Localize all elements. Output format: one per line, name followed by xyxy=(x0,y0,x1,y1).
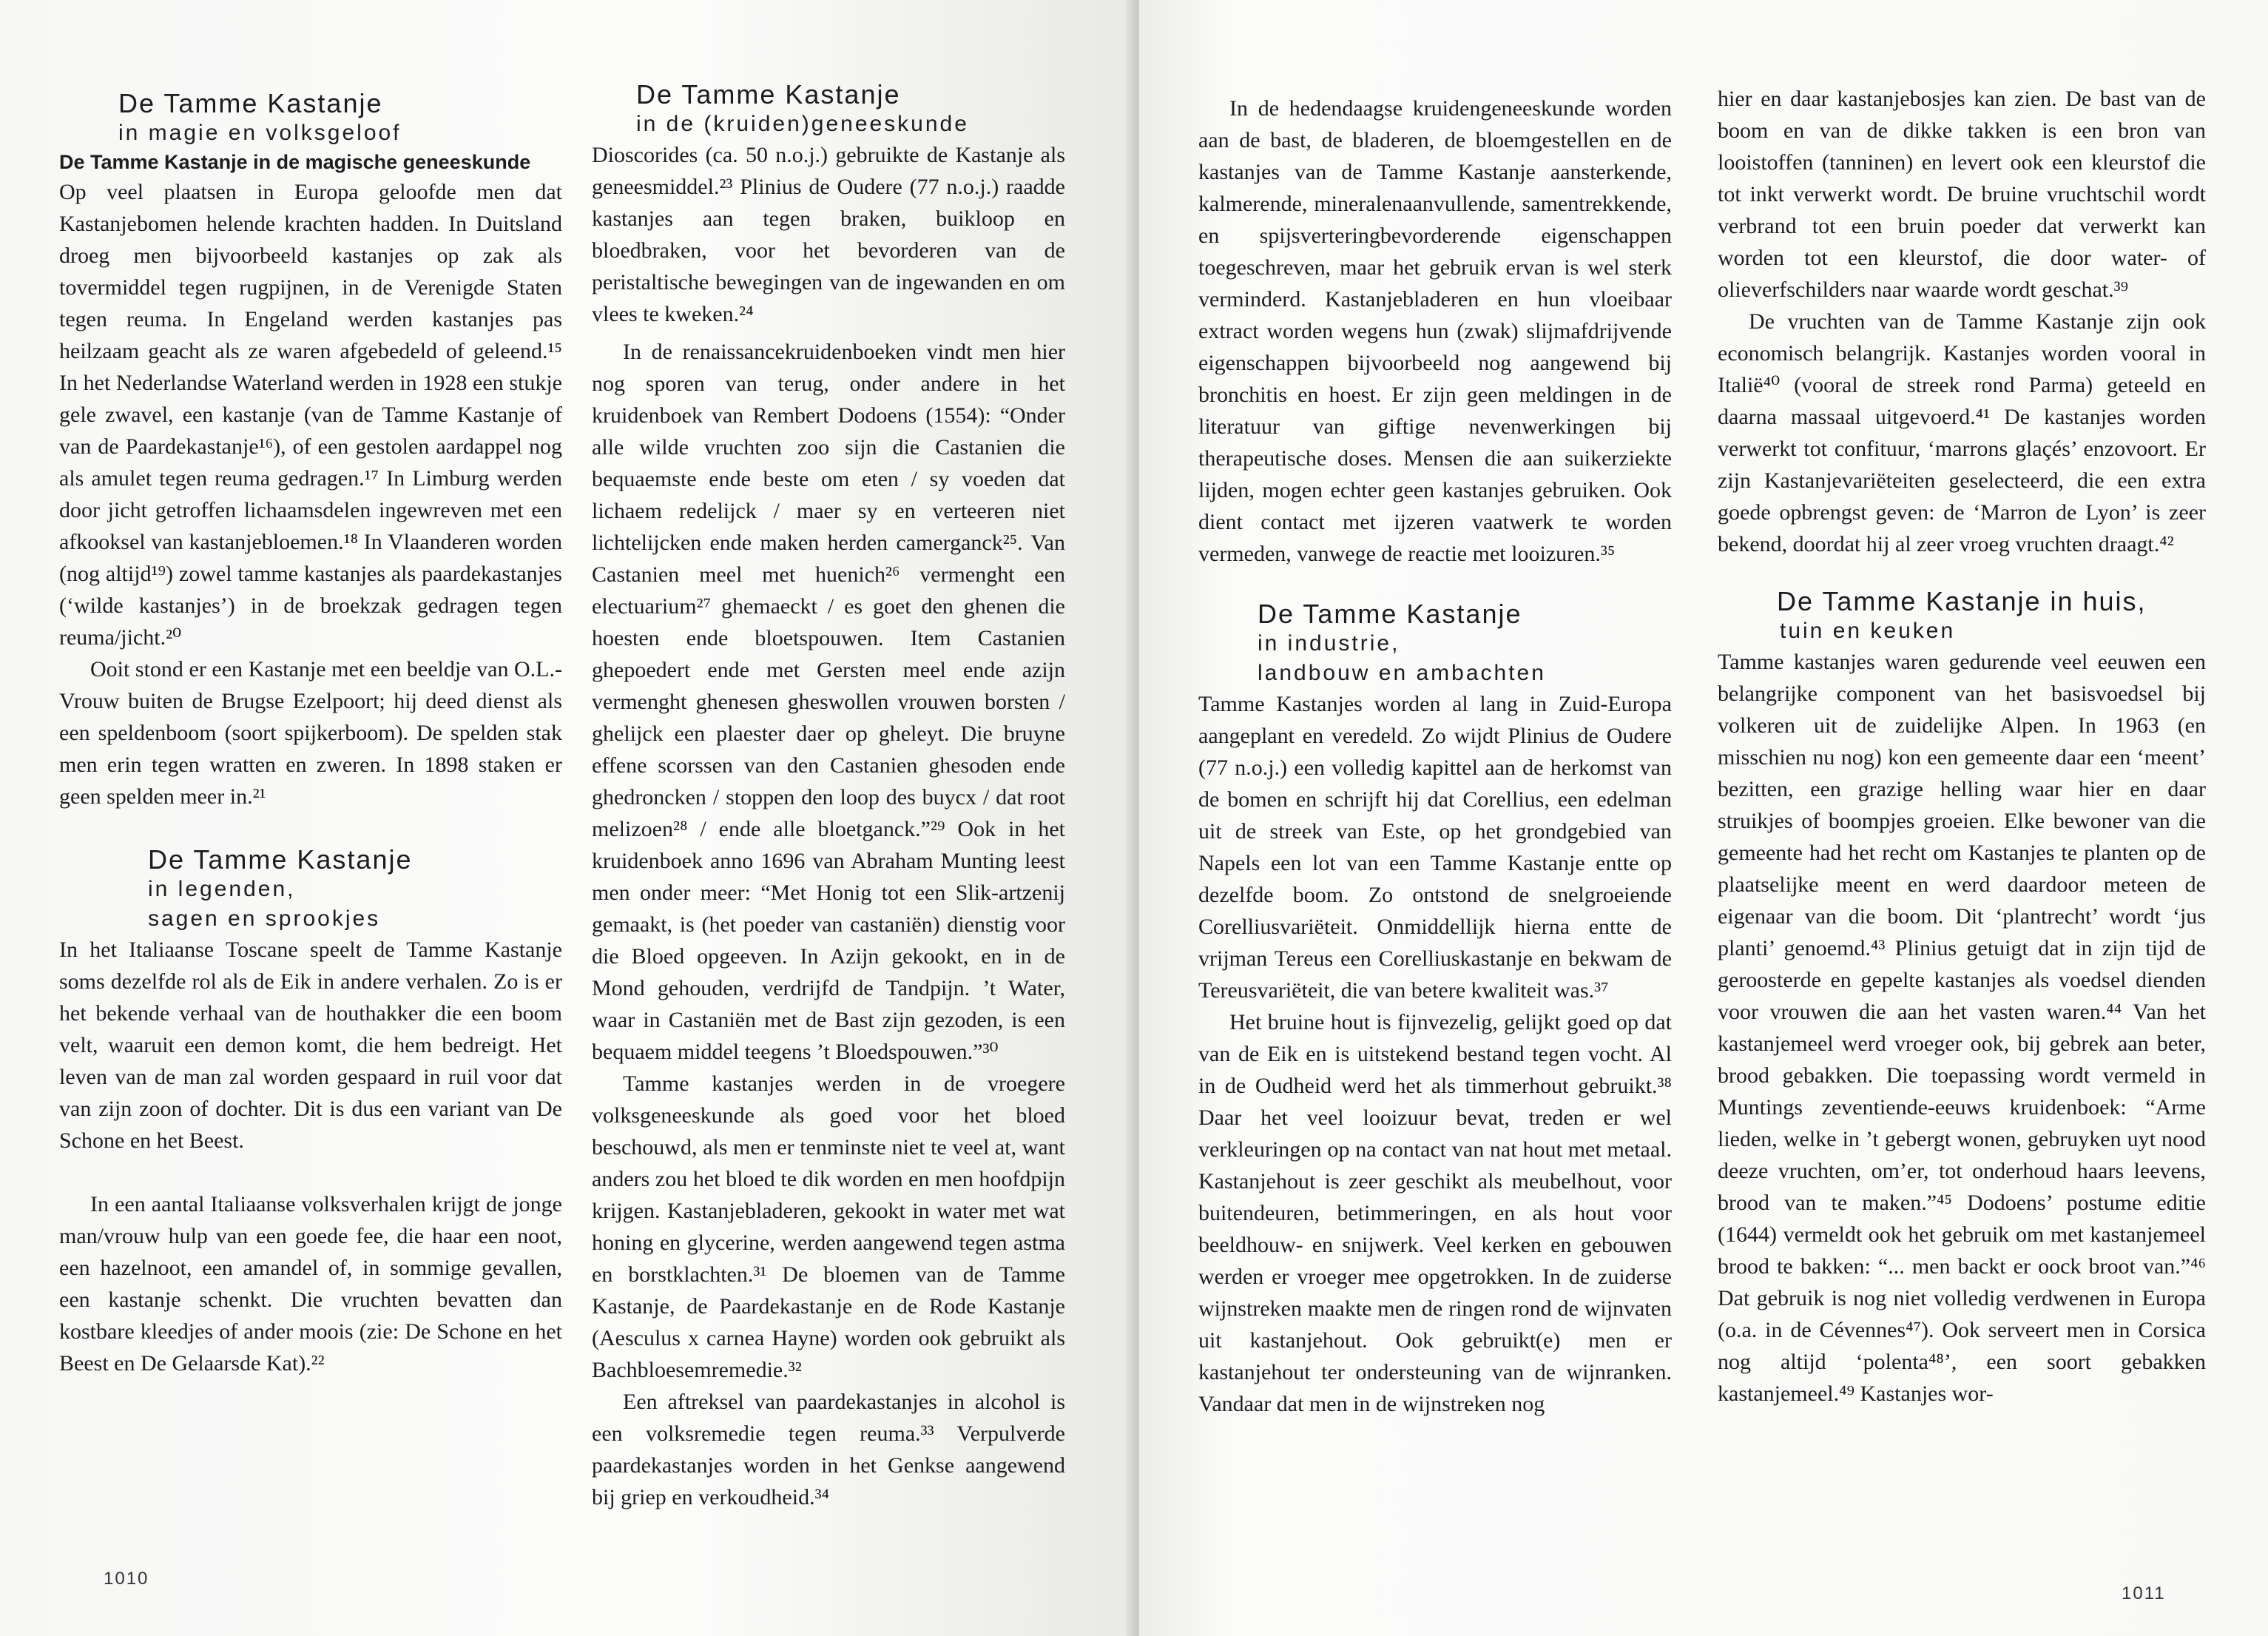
heading-line: De Tamme Kastanje in huis, xyxy=(1777,586,2147,616)
heading-line: in legenden, xyxy=(148,877,296,901)
heading-line: De Tamme Kastanje xyxy=(636,79,901,110)
heading-line: De Tamme Kastanje xyxy=(1258,599,1522,629)
paragraph: Op veel plaatsen in Europa geloofde men dat Kastanjebomen helende krachten hadden. In Duitsland droeg men bijvoorbeeld kastanjes op zak als tovermiddel tegen rugpijnen, in de Verenigde Staten tegen reuma. In Engeland werden kastanjes pas heilzaam geacht als ze waren afgebedeld of geleend.¹⁵ In het Nederlandse Waterland werden in 1928 een stukje gele zwavel, een kastanje (van de Tamme Kastanje of van de Paardekastanje¹⁶), of een gestolen aardappel nog als amulet tegen reuma gedragen.¹⁷ In Limburg werden door jicht getroffen lichaamsdelen ingewreven met een afkooksel van kastanjebloemen.¹⁸ In Vlaanderen worden (nog altijd¹⁹) zowel tamme kastanjes als paardekastanjes (‘wilde kastanjes’) in de broekzak gedragen tegen reuma/jicht.²⁰ xyxy=(59,180,562,650)
right-page xyxy=(1139,0,2268,1636)
heading-magie xyxy=(59,89,562,148)
heading-line: tuin en keuken xyxy=(1780,619,1956,643)
page-number: 1010 xyxy=(104,1569,149,1589)
paragraph: In de renaissancekruidenboeken vindt men hier nog sporen van terug, onder andere in het kruidenboek van Rembert Dodoens (1554): “Onder alle wilde vruchten zoo sijn die Castanien die bequaemste ende beste om eten / sy voeden dat lichaem redelijck / maer sy en verteeren niet lichtelijcken ende maken herden camerganck²⁵. Van Castanien meel met huenich²⁶ vermenght een electuarium²⁷ ghemaeckt / es goet den ghenen die hoesten ende bloetspouwen. Item Castanien ghepoedert ende met Gersten meel ende azijn vermenght ghenesen gheswollen vrouwen borsten / ghelijck een plaester daer op gheleyt. Die bruyne effene scorssen van den Castanien ghesoden ende ghedroncken / stoppen den loop des buycx / dat root melizoen²⁸ / ende alle bloetganck.”²⁹ Ook in het kruidenboek anno 1696 van Abraham Munting leest men onder meer: “Met Honig tot een Slik-artzenij gemaakt, is (het poeder van castaniën) dienstig voor die Bloed opgeeven. In Azijn gekookt, en in de Mond gehouden, verdrijfd de Tandpijn. ’t Water, waar in Castaniën met de Bast zijn gezoden, is een bequaem middel teegens ’t Bloedspouwen.”³⁰ xyxy=(592,340,1065,1064)
subheading-magische-geneeskunde: De Tamme Kastanje in de magische geneeskunde xyxy=(59,151,531,173)
paragraph: In een aantal Italiaanse volksverhalen krijgt de jonge man/vrouw hulp van een goede fee, die haar een noot, een hazelnoot, een amandel of, in sommige gevallen, een kastanje schenkt. Die vruchten bevatten dan kostbare kleedjes of ander moois (zie: De Schone en het Beest en De Gelaarsde Kat).²² xyxy=(59,1192,562,1376)
right-column-1 xyxy=(1198,92,1672,1420)
heading-kruidengeneeskunde xyxy=(592,80,1065,139)
paragraph: Ooit stond er een Kastanje met een beeldje van O.L.-Vrouw buiten de Brugse Ezelpoort; hij deed dienst als een speldenboom (soort spijkerboom). De spelden stak men erin tegen wratten en zweren. In 1898 staken er geen spelden meer in.²¹ xyxy=(59,657,562,809)
paragraph: Dioscorides (ca. 50 n.o.j.) gebruikte de Kastanje als geneesmiddel.²³ Plinius de Oudere (77 n.o.j.) raadde kastanjes aan tegen braken, buikloop en bloedbraken, voor het bevorderen van de peristaltische bewegingen van de ingewanden en om vlees te kweken.²⁴ xyxy=(592,143,1065,326)
left-column-1 xyxy=(59,89,562,1379)
left-page xyxy=(0,0,1133,1636)
paragraph: De vruchten van de Tamme Kastanje zijn ook economisch belangrijk. Kastanjes worden vooral in Italië⁴⁰ (vooral de streek rond Parma) geteeld en daarna massaal uitgevoerd.⁴¹ De kastanjes worden verwerkt tot confituur, ‘marrons glaçés’ enzovoort. Er zijn Kastanjevariëteiten geselecteerd, die een extra goede opbrengst geven: de ‘Marron de Lyon’ is zeer bekend, doordat hij al zeer vroeg vruchten draagt.⁴² xyxy=(1718,309,2206,556)
right-column-2 xyxy=(1718,83,2206,1410)
paragraph: hier en daar kastanjebosjes kan zien. De bast van de boom en van de dikke takken is een bron van looistoffen (tanninen) en levert ook een kleurstof die tot inkt verwerkt wordt. De bruine vruchtschil wordt verbrand tot een bruin poeder dat verwerkt kan worden tot een kleurstof, die door water- of olieverfschilders naar waarde wordt geschat.³⁹ xyxy=(1718,87,2206,302)
heading-line: De Tamme Kastanje xyxy=(148,844,413,875)
paragraph: Een aftreksel van paardekastanjes in alcohol is een volksremedie tegen reuma.³³ Verpulverde paardekastanjes worden in het Genkse aangewend bij griep en verkoudheid.³⁴ xyxy=(592,1390,1065,1509)
heading-legenden xyxy=(59,845,562,934)
paragraph: In het Italiaanse Toscane speelt de Tamme Kastanje soms dezelfde rol als de Eik in andere verhalen. Zo is er het bekende verhaal van de houthakker die een boom velt, waaruit een demon komt, die hem bedreigt. Het leven van de man zal worden gespaard in ruil voor dat van zijn zoon of dochter. Dit is dus een variant van De Schone en het Beest. xyxy=(59,937,562,1153)
paragraph: Het bruine hout is fijnvezelig, gelijkt goed op dat van de Eik en is uitstekend bestand tegen vocht. Al in de Oudheid werd het als timmerhout gebruikt.³⁸ Daar het veel looizuur bevat, treden er wel verkleuringen op na contact van nat hout met metaal. Kastanjehout is zeer geschikt als meubelhout, voor buitendeuren, betimmeringen, en als hout voor beeldhouw- en snijwerk. Veel kerken en gebouwen werden er vroeger mee opgetrokken. In de zuiderse wijnstreken maakte men de ringen rond de wijnvaten uit kastanjehout. Ook gebruikt(e) men er kastanjehout ter ondersteuning van de wijnranken. Vandaar dat men in de wijnstreken nog xyxy=(1198,1010,1672,1416)
heading-huis-tuin-keuken xyxy=(1718,587,2206,646)
heading-industrie xyxy=(1198,599,1672,688)
paragraph: Tamme kastanjes waren gedurende veel eeuwen een belangrijke component van het basisvoedsel bij volkeren uit de zuidelijke Alpen. In 1963 (en misschien nu nog) kon een gemeente daar een ‘meent’ bezitten, een grazige helling waar hier en daar struikjes of boompjes groeien. Elke bewoner van die gemeente had het recht om Kastanjes te planten op de plaatselijke meent en werd daardoor meteen de eigenaar van die boom. Dit ‘plantrecht’ wordt ‘jus planti’ genoemd.⁴³ Plinius getuigt dat in zijn tijd de geroosterde en gepelte kastanjes als voedsel dienden voor vrouwen die aan het vasten waren.⁴⁴ Van het kastanjemeel werd vroeger ook, bij gebrek aan beter, brood gebakken. Die toepassing wordt vermeld in Muntings zeventiende-eeuws kruidenboek: “Arme lieden, welke in ’t gebergt wonen, gebruyken uyt nood deeze vruchten, om’er, tot onderhoud haars leevens, brood van te maken.”⁴⁵ Dodoens’ postume editie (1644) vermeldt ook het gebruik om met kastanjemeel brood te bakken: “... men backt er oock broot van.”⁴⁶ Dat gebruik is nog niet volledig verdwenen in Europa (o.a. in de Cévennes⁴⁷). Ook serveert men in Corsica nog altijd ‘polenta⁴⁸’, een soort gebakken kastanjemeel.⁴⁹ Kastanjes wor- xyxy=(1718,650,2206,1406)
heading-line: in de (kruiden)geneeskunde xyxy=(636,112,969,136)
paragraph: Tamme Kastanjes worden al lang in Zuid-Europa aangeplant en veredeld. Zo wijdt Plinius de Oudere (77 n.o.j.) een volledig kapittel aan de herkomst van de bomen en schrijft hij dat Corellius, een edelman uit de streek van Este, op het grondgebied van Napels een lot van een Tamme Kastanje entte op dezelfde boom. Zo ontstond de snelgroeiende Corelliusvariëteit. Onmiddellijk hierna entte de vrijman Tereus een Corelliuskastanje en bekwam de Tereusvariëteit, die van betere kwaliteit was.³⁷ xyxy=(1198,692,1672,1003)
heading-line: in industrie, xyxy=(1258,631,1400,656)
heading-line: in magie en volksgeloof xyxy=(118,121,402,145)
heading-line: landbouw en ambachten xyxy=(1258,661,1546,685)
paragraph: Tamme kastanjes werden in de vroegere volksgeneeskunde als goed voor het bloed beschouwd, als men er tenminste niet te veel at, want anders zou het bloed te dik worden en men hoofdpijn krijgen. Kastanjebladeren, gekookt in water met wat honing en glycerine, werden aangewend tegen astma en borstklachten.³¹ De bloemen van de Tamme Kastanje, de Paardekastanje en de Rode Kastanje (Aesculus x carnea Hayne) worden ook gebruikt als Bachbloesemremedie.³² xyxy=(592,1071,1065,1382)
page-number: 1011 xyxy=(2122,1583,2166,1603)
paragraph: In de hedendaagse kruidengeneeskunde worden aan de bast, de bladeren, de bloemgestellen en de kastanjes van de Tamme Kastanje aansterkende, kalmerende, mineralenaanvullende, samentrekkende, en spijsverteringbevorderende eigenschappen toegeschreven, maar het gebruik ervan is wel sterk verminderd. Kastanjebladeren en hun vloeibaar extract worden wegens hun (zwak) slijmafdrijvende eigenschappen bijvoorbeeld nog aangewend bij bronchitis en hoest. Er zijn geen meldingen in de literatuur van giftige nevenwerkingen bij therapeutische doses. Mensen die aan suikerziekte lijden, mogen echter geen kastanjes gebruiken. Ook dient contact met ijzeren vaatwerk te worden vermeden, vanwege de reactie met looizuren.³⁵ xyxy=(1198,96,1672,566)
heading-line: sagen en sprookjes xyxy=(148,906,381,931)
left-column-2 xyxy=(592,80,1065,1513)
heading-line: De Tamme Kastanje xyxy=(118,88,383,118)
